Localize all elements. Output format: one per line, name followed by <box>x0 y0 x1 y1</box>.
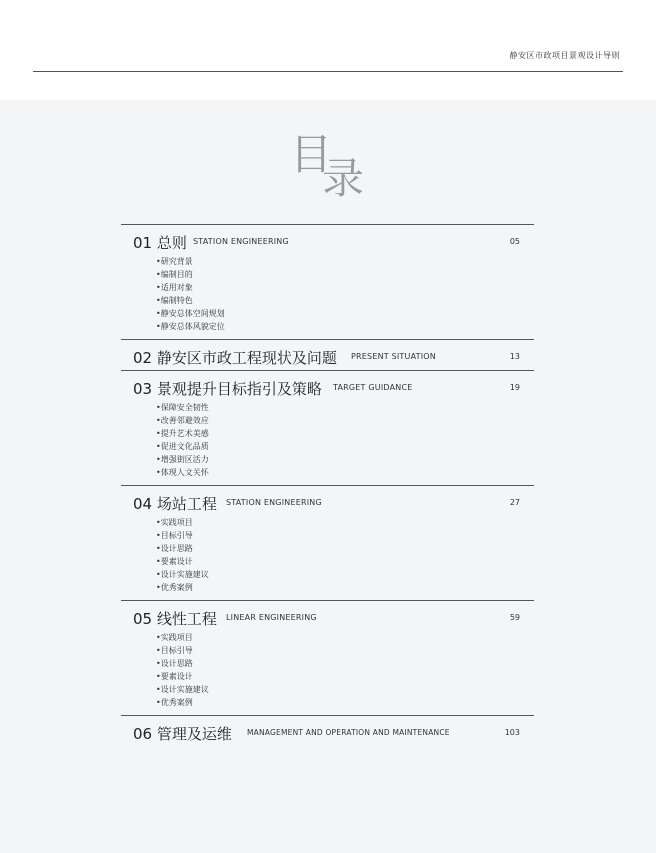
toc-section-05 <box>121 600 534 715</box>
section-page-number: 27 <box>509 498 520 507</box>
list-item: •增强街区活力 <box>156 455 209 464</box>
section-page-number: 103 <box>504 728 520 737</box>
header-divider <box>33 71 623 72</box>
list-item: •研究背景 <box>156 257 193 266</box>
list-item: •设计思路 <box>156 544 193 553</box>
toc-section-header[interactable] <box>121 601 534 631</box>
section-items <box>121 516 534 600</box>
header-band <box>0 0 656 100</box>
section-english-title: STATION ENGINEERING <box>193 237 289 246</box>
toc-section-header[interactable] <box>121 340 534 370</box>
section-title: 05 线性工程 <box>133 610 217 628</box>
list-item: •静安总体风貌定位 <box>156 322 225 331</box>
section-title: 04 场站工程 <box>133 495 217 513</box>
section-page-number: 05 <box>509 237 520 246</box>
list-item: •促进文化品质 <box>156 442 209 451</box>
toc-section-02 <box>121 339 534 370</box>
list-item: •保障安全韧性 <box>156 403 209 412</box>
table-of-contents <box>121 224 534 746</box>
list-item: •设计实施建议 <box>156 570 209 579</box>
list-item: •适用对象 <box>156 283 193 292</box>
list-item: •实践项目 <box>156 518 193 527</box>
list-item: •改善邻避效应 <box>156 416 209 425</box>
list-item: •优秀案例 <box>156 698 193 707</box>
section-items <box>121 631 534 715</box>
list-item: •要素设计 <box>156 672 193 681</box>
document-title: 静安区市政项目景观设计导则 <box>509 51 620 60</box>
section-english-title: TARGET GUIDANCE <box>333 383 413 392</box>
list-item: •优秀案例 <box>156 583 193 592</box>
toc-section-04 <box>121 485 534 600</box>
section-page-number: 59 <box>509 613 520 622</box>
toc-section-header[interactable] <box>121 225 534 255</box>
list-item: •编制特色 <box>156 296 193 305</box>
section-title: 06 管理及运维 <box>133 725 232 743</box>
section-page-number: 19 <box>509 383 520 392</box>
toc-heading-char-2: 录 <box>322 154 365 203</box>
list-item: •静安总体空间规划 <box>156 309 225 318</box>
list-item: •编制目的 <box>156 270 193 279</box>
toc-heading <box>290 122 380 203</box>
section-english-title: MANAGEMENT AND OPERATION AND MAINTENANCE <box>247 728 450 737</box>
toc-heading-char-1: 目 <box>290 130 333 179</box>
toc-section-03 <box>121 370 534 485</box>
section-english-title: STATION ENGINEERING <box>226 498 322 507</box>
section-title: 03 景观提升目标指引及策略 <box>133 380 322 398</box>
list-item: •设计思路 <box>156 659 193 668</box>
list-item: •提升艺术美感 <box>156 429 209 438</box>
section-title: 02 静安区市政工程现状及问题 <box>133 349 337 367</box>
section-english-title: PRESENT SITUATION <box>351 352 436 361</box>
toc-section-header[interactable] <box>121 371 534 401</box>
list-item: •体现人文关怀 <box>156 468 209 477</box>
section-english-title: LINEAR ENGINEERING <box>226 613 317 622</box>
toc-section-06 <box>121 715 534 746</box>
list-item: •设计实施建议 <box>156 685 209 694</box>
toc-section-01 <box>121 224 534 339</box>
toc-section-header[interactable] <box>121 486 534 516</box>
section-page-number: 13 <box>509 352 520 361</box>
list-item: •目标引导 <box>156 531 193 540</box>
section-title: 01 总则 <box>133 234 187 252</box>
toc-section-header[interactable] <box>121 716 534 746</box>
list-item: •实践项目 <box>156 633 193 642</box>
list-item: •目标引导 <box>156 646 193 655</box>
section-items <box>121 401 534 485</box>
list-item: •要素设计 <box>156 557 193 566</box>
section-items <box>121 255 534 339</box>
